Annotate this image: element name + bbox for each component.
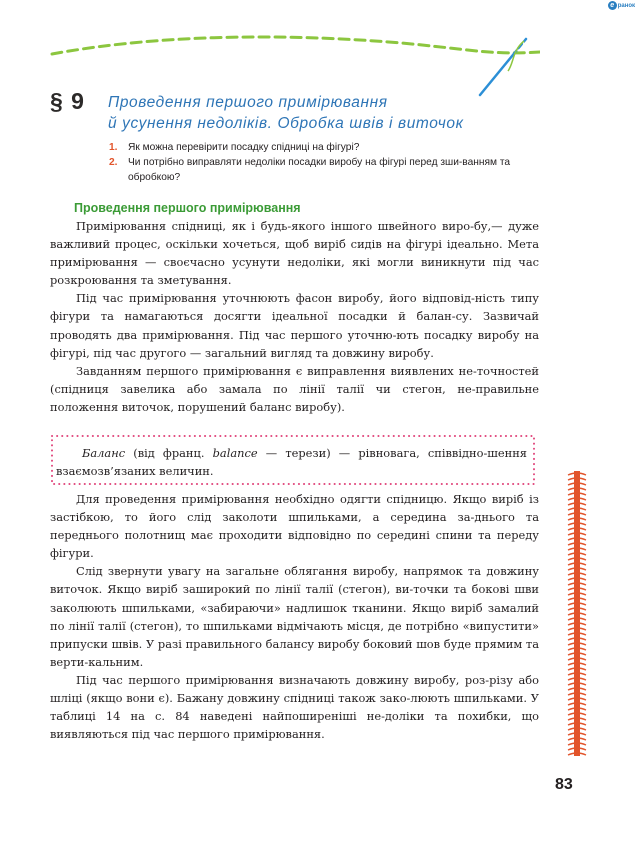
section-heading: Проведення першого примірювання xyxy=(74,201,301,215)
definition-rest: — терези) — рівновага, співвідно-шення взаємозв’язаних величин. xyxy=(56,446,527,478)
question-item xyxy=(109,155,543,185)
question-text: Чи потрібно виправляти недоліки посадки виробу на фігурі перед зши-ванням та обробкою? xyxy=(128,157,511,183)
definition-term: Баланс xyxy=(82,446,126,460)
publisher-logo xyxy=(608,1,635,10)
paragraph-number: § 9 xyxy=(50,88,85,114)
definition-origin-word: balance xyxy=(212,446,258,460)
definition-origin-prefix: (від франц. xyxy=(125,446,213,460)
body-paragraph: Під час примірювання уточнюють фасон виробу, його відповід-ність типу фігури та намагаються досягти ідеальної посадки й балан-су. Зазвичай проводять два примірювання. Під час першого уточню-ють посадку виробу на фігурі, під час другого — загальний вигляд та довжину виробу. xyxy=(50,291,539,360)
question-number: 1. xyxy=(109,142,118,153)
question-number: 2. xyxy=(109,157,118,168)
definition-text xyxy=(56,444,527,480)
body-paragraph: Завданням першого примірювання є виправлення виявлених не-точностей (спідниця завелика або замала по лінії талії чи стегон, не-правильне положення виточок, порушений баланс виробу). xyxy=(50,363,539,414)
body-paragraph: Для проведення примірювання необхідно одягти спідницю. Якщо виріб із застібкою, то його слід заколоти шпильками, а середина за-днього та переднього полотнищ має проходити відповідно по середині спини та переду фігури. xyxy=(50,492,539,561)
paragraph-title xyxy=(108,92,548,134)
stitch-line-decoration xyxy=(0,30,540,70)
question-text: Як можна перевірити посадку спідниці на фігурі? xyxy=(128,142,360,153)
body-paragraph: Слід звернути увагу на загальне облягання виробу, напрямок та довжину виточок. Якщо виріб заширокий по лінії талії (стегон), ви-точки та бокові шви заколюють шпильками, «забираючи» надлишок тканини. Якщо виріб замалий по лінії талії (стегон), то шпильками відмічають місця, де потрібно «випустити» припуски швів. У разі правильного балансу виробу боковий шов буде прямим та верти-кальним. xyxy=(50,564,539,669)
paragraph-title-line-2: й усунення недоліків. Обробка швів і виточок xyxy=(108,115,464,132)
publisher-logo-mark: e xyxy=(608,1,617,10)
page-number: 83 xyxy=(555,776,573,793)
body-text-part-1 xyxy=(50,217,539,416)
publisher-logo-text: ранок xyxy=(617,2,635,9)
review-questions xyxy=(109,140,543,185)
body-paragraph: Примірювання спідниці, як і будь-якого іншого швейного виро-бу,— дуже важливий процес, оскільки хочеться, щоб виріб сидів на фігурі ідеально. Мета примірювання — своєчасно усунути недоліки, які могли виникнути під час розкроювання та зметування. xyxy=(50,219,539,288)
body-paragraph: Під час першого примірювання визначають довжину виробу, роз-різу або шліці (якщо вони є). Бажану довжину спідниці також зако-люють шпильками. У таблиці 14 на с. 84 наведені найпоширеніші не-доліки та похибки, що виявляються під час першого примірювання. xyxy=(50,672,539,742)
definition-box xyxy=(50,434,536,486)
spiral-binding-icon xyxy=(566,471,588,756)
question-item xyxy=(109,140,543,155)
paragraph-title-line-1: Проведення першого примірювання xyxy=(108,94,388,111)
body-text-part-2 xyxy=(50,490,539,743)
